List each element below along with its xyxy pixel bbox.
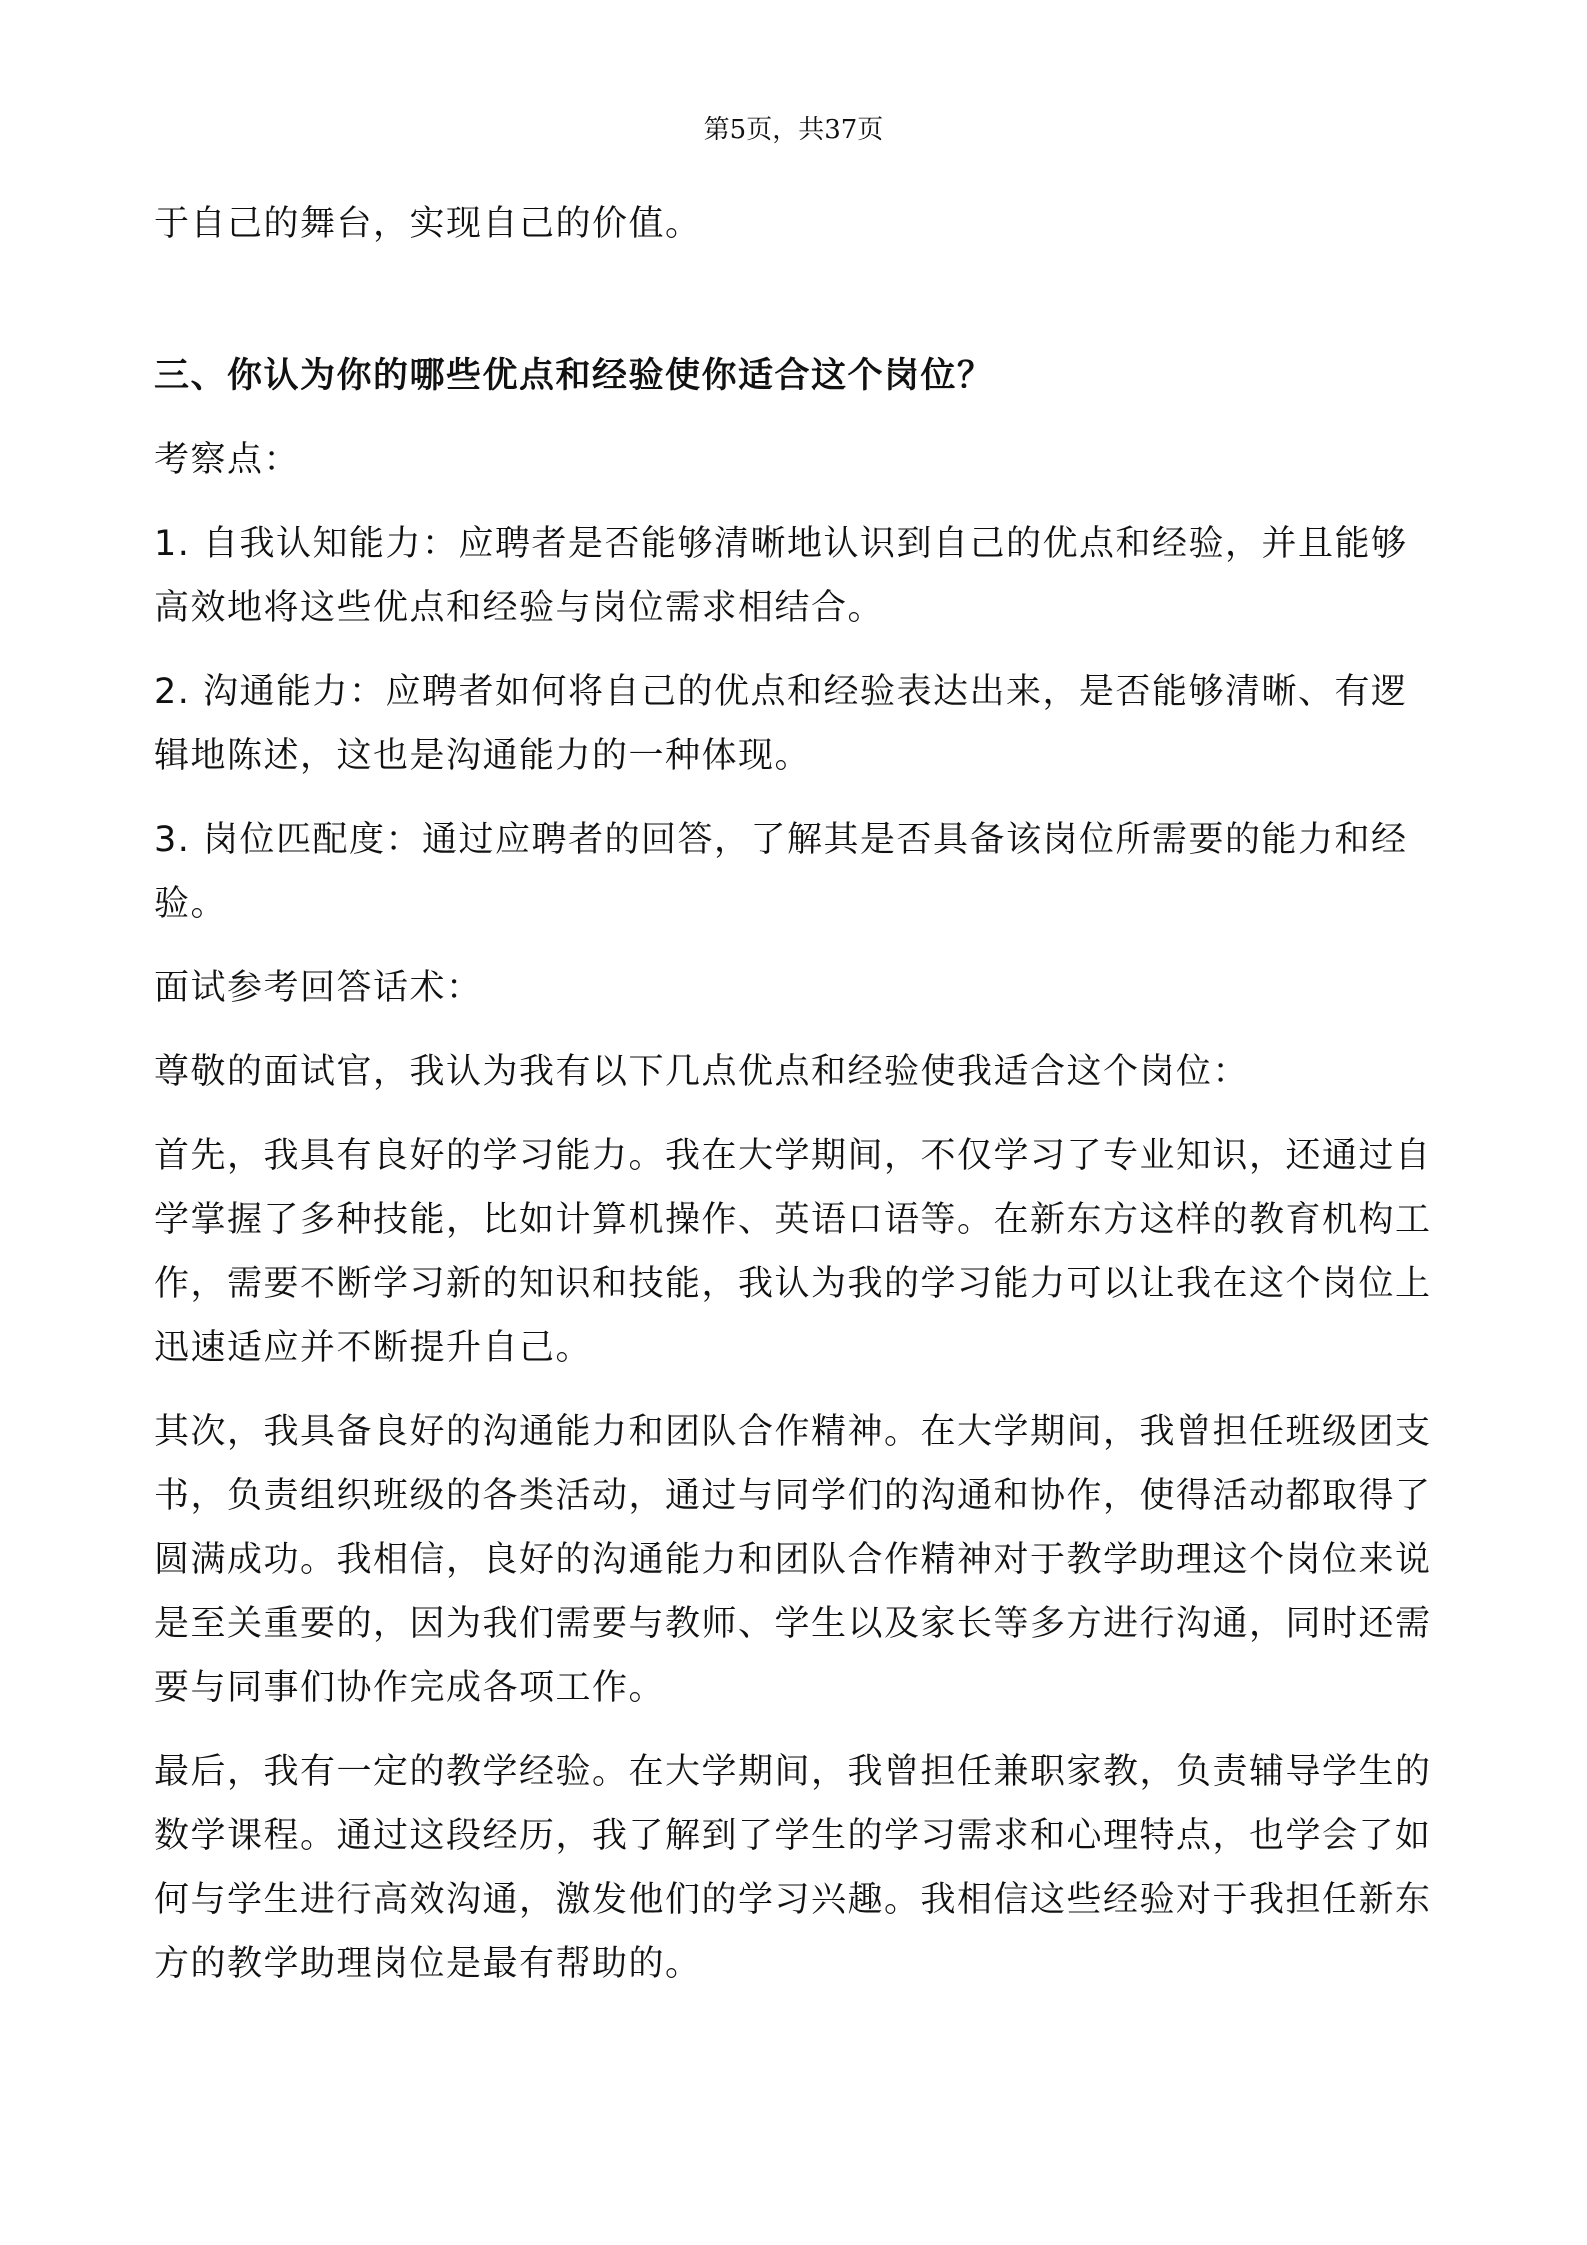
assessment-point-2: 2. 沟通能力：应聘者如何将自己的优点和经验表达出来，是否能够清晰、有逻辑地陈述，这也是沟通能力的一种体现。 <box>154 672 1408 776</box>
assessment-point-1: 1. 自我认知能力：应聘者是否能够清晰地认识到自己的优点和经验，并且能够高效地将这些优点和经验与岗位需求相结合。 <box>154 524 1408 628</box>
answer-paragraph-last: 最后，我有一定的教学经验。在大学期间，我曾担任兼职家教，负责辅导学生的数学课程。通过这段经历，我了解到了学生的学习需求和心理特点，也学会了如何与学生进行高效沟通，激发他们的学习兴趣。我相信这些经验对于我担任新东方的教学助理岗位是最有帮助的。 <box>154 1752 1432 1984</box>
answer-intro: 尊敬的面试官，我认为我有以下几点优点和经验使我适合这个岗位： <box>154 1052 1250 1092</box>
continued-paragraph: 于自己的舞台，实现自己的价值。 <box>154 204 702 244</box>
section-heading: 三、你认为你的哪些优点和经验使你适合这个岗位？ <box>154 356 994 396</box>
reference-answer-label: 面试参考回答话术： <box>154 968 483 1008</box>
answer-paragraph-first: 首先，我具有良好的学习能力。我在大学期间，不仅学习了专业知识，还通过自学掌握了多种技能，比如计算机操作、英语口语等。在新东方这样的教育机构工作，需要不断学习新的知识和技能，我认为我的学习能力可以让我在这个岗位上迅速适应并不断提升自己。 <box>154 1136 1432 1368</box>
page-indicator: 第5页，共37页 <box>703 115 884 145</box>
answer-paragraph-second: 其次，我具备良好的沟通能力和团队合作精神。在大学期间，我曾担任班级团支书，负责组织班级的各类活动，通过与同学们的沟通和协作，使得活动都取得了圆满成功。我相信，良好的沟通能力和团队合作精神对于教学助理这个岗位来说是至关重要的，因为我们需要与教师、学生以及家长等多方进行沟通，同时还需要与同事们协作完成各项工作。 <box>154 1412 1432 1708</box>
document-body <box>154 192 1444 1996</box>
assessment-point-3: 3. 岗位匹配度：通过应聘者的回答，了解其是否具备该岗位所需要的能力和经验。 <box>154 820 1408 924</box>
assessment-points-label: 考察点： <box>154 440 301 480</box>
